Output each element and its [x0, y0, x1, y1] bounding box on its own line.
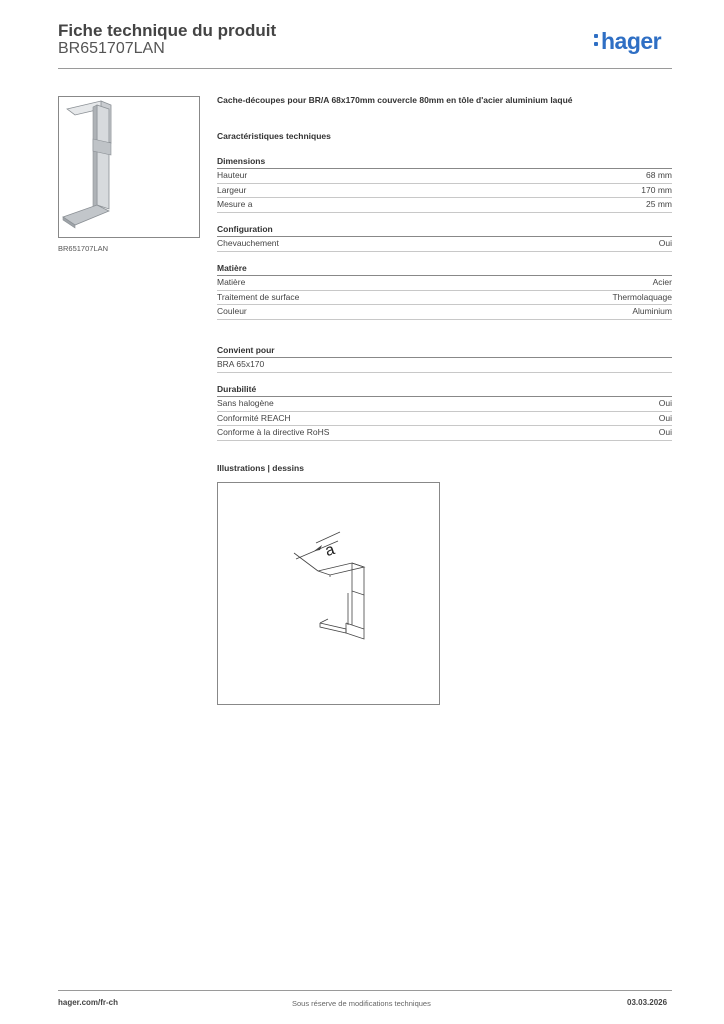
section-configuration [217, 223, 672, 252]
section-title: Durabilité [217, 383, 672, 397]
section-durabilite [217, 383, 672, 441]
footer-notice: Sous réserve de modifications techniques [292, 999, 431, 1008]
spec-value: Oui [658, 398, 672, 408]
spec-row [217, 198, 672, 213]
spec-value: Thermolaquage [612, 291, 672, 302]
section-title: Matière [217, 262, 672, 276]
technical-drawing-icon [218, 483, 439, 704]
spec-label: Traitement de surface [217, 291, 300, 302]
footer-divider [58, 990, 672, 991]
spec-label: Largeur [217, 184, 247, 195]
logo-dots-icon [594, 28, 599, 46]
section-title: Convient pour [217, 344, 672, 358]
footer-date: 03.03.2026 [627, 998, 668, 1007]
spec-label: Conforme à la directive RoHS [217, 427, 330, 437]
section-convient [217, 344, 672, 373]
section-dimensions [217, 155, 672, 213]
spec-value: Oui [658, 412, 672, 423]
technical-drawing[interactable] [217, 482, 440, 705]
page-title: Fiche technique du produit [58, 21, 277, 40]
section-title: Configuration [217, 223, 672, 237]
spec-value: Oui [658, 238, 672, 248]
header-divider [58, 68, 672, 69]
spec-value: 170 mm [641, 184, 672, 195]
spec-label: BRA 65x170 [217, 359, 265, 369]
thumbnail-caption: BR651707LAN [58, 244, 109, 253]
spec-row [217, 184, 672, 199]
hager-logo[interactable] [594, 28, 661, 55]
footer-website-link[interactable]: hager.com/fr-ch [58, 998, 119, 1007]
spec-value: Aluminium [632, 306, 672, 316]
spec-row [217, 291, 672, 306]
spec-row [217, 397, 672, 412]
spec-value: 68 mm [646, 170, 672, 180]
spec-label: Sans halogène [217, 398, 274, 408]
spec-label: Couleur [217, 306, 247, 316]
dimension-label: a [323, 541, 337, 561]
logo-text: hager [601, 28, 662, 54]
spec-row [217, 237, 672, 252]
spec-row [217, 426, 672, 441]
spec-label: Mesure a [217, 199, 253, 209]
spec-label: Conformité REACH [217, 412, 291, 423]
spec-row [217, 412, 672, 427]
section-title: Dimensions [217, 155, 672, 169]
spec-label: Hauteur [217, 170, 248, 180]
product-description: Cache-découpes pour BR/A 68x170mm couvercle 80mm en tôle d'acier aluminium laqué [217, 95, 573, 105]
tech-heading: Caractéristiques techniques [217, 131, 331, 141]
spec-value: Oui [658, 427, 672, 437]
product-code: BR651707LAN [58, 40, 165, 57]
spec-row [217, 276, 672, 291]
spec-row [217, 358, 672, 373]
spec-row [217, 169, 672, 184]
spec-label: Chevauchement [217, 238, 279, 248]
section-matiere [217, 262, 672, 320]
product-image-icon [59, 97, 199, 237]
spec-value: Acier [652, 277, 672, 287]
product-thumbnail[interactable] [58, 96, 200, 238]
illustrations-heading: Illustrations | dessins [217, 463, 304, 473]
spec-value: 25 mm [646, 199, 672, 209]
spec-row [217, 305, 672, 320]
spec-label: Matière [217, 277, 246, 287]
